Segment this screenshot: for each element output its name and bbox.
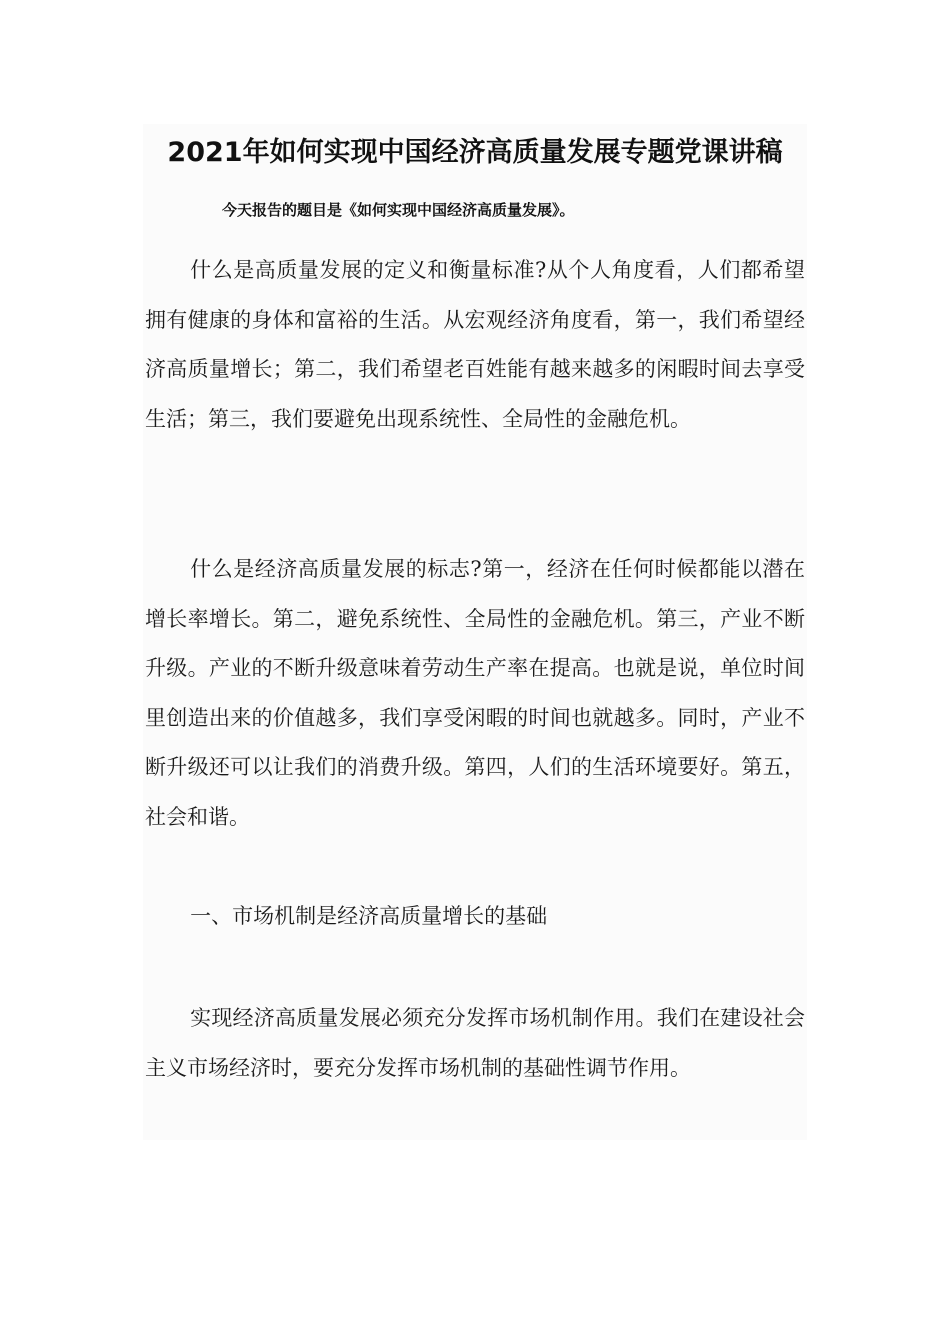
paragraph-indicators: 什么是经济高质量发展的标志?第一，经济在任何时候都能以潜在增长率增长。第二，避免系统性、全局性的金融危机。第三，产业不断升级。产业的不断升级意味着劳动生产率在提高。也就是说，单位时间里创造出来的价值越多，我们享受闲暇的时间也就越多。同时，产业不断升级还可以让我们的消费升级。第四，人们的生活环境要好。第五，社会和谐。 xyxy=(145,557,805,829)
paragraph-market-mechanism: 实现经济高质量发展必须充分发挥市场机制作用。我们在建设社会主义市场经济时，要充分发挥市场机制的基础性调节作用。 xyxy=(145,1006,805,1080)
document-subtitle: 今天报告的题目是《如何实现中国经济高质量发展》。 xyxy=(222,201,575,219)
paragraph-definition: 什么是高质量发展的定义和衡量标准?从个人角度看，人们都希望拥有健康的身体和富裕的生活。从宏观经济角度看，第一，我们希望经济高质量增长；第二，我们希望老百姓能有越来越多的闲暇时间去享受生活；第三，我们要避免出现系统性、全局性的金融危机。 xyxy=(145,258,805,431)
document-title: 2021年如何实现中国经济高质量发展专题党课讲稿 xyxy=(167,137,783,168)
section-heading: 一、市场机制是经济高质量增长的基础 xyxy=(190,904,548,928)
